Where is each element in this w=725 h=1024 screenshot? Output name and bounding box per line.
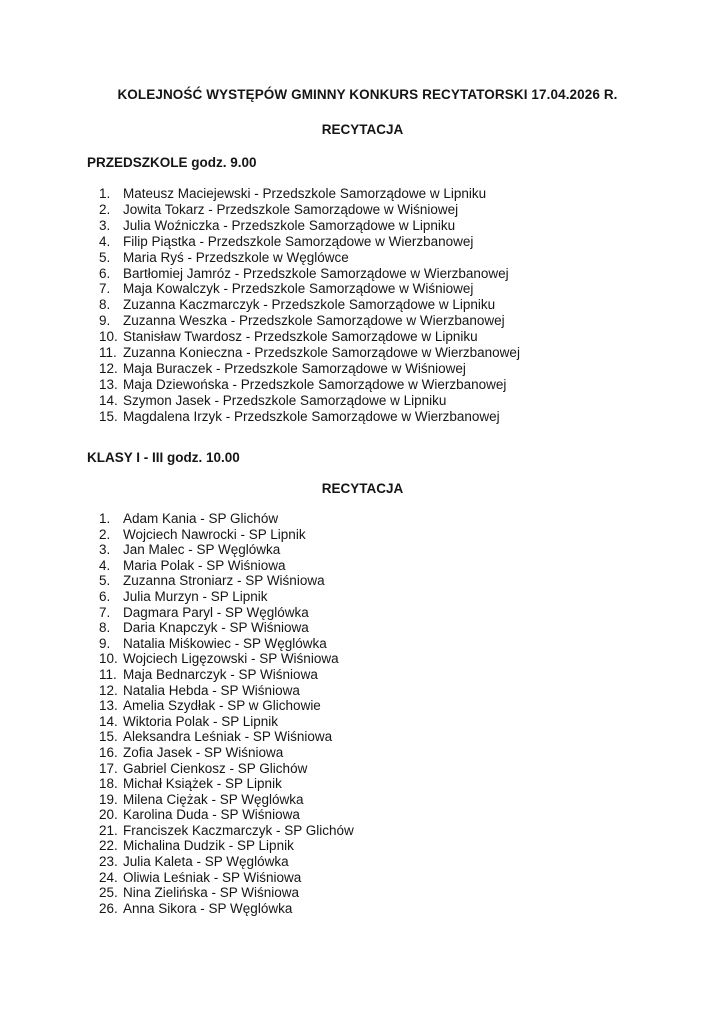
list-item-text: Szymon Jasek - Przedszkole Samorządowe w Lipniku — [123, 392, 447, 408]
list-item-number: 20. — [99, 807, 118, 823]
list-item-number: 9. — [99, 635, 111, 651]
list-item — [99, 361, 520, 377]
list-item-number: 12. — [99, 682, 118, 698]
list-item-number: 15. — [99, 408, 118, 424]
list-item-number: 25. — [99, 885, 118, 901]
list-item-number: 13. — [99, 698, 118, 714]
list-item-text: Maria Polak - SP Wiśniowa — [123, 557, 286, 573]
list-item-text: Maja Buraczek - Przedszkole Samorządowe w Wiśniowej — [123, 360, 466, 376]
list-item — [99, 605, 354, 621]
list-item — [99, 329, 520, 345]
list-item-number: 14. — [99, 713, 118, 729]
list-item-number: 9. — [99, 313, 111, 329]
list-item-number: 1. — [99, 511, 111, 526]
list-item-text: Filip Piąstka - Przedszkole Samorządowe w Wierzbanowej — [123, 233, 474, 249]
list-item — [99, 885, 354, 901]
list-item-text: Stanisław Twardosz - Przedszkole Samorządowe w Lipniku — [123, 329, 478, 345]
list-item-text: Gabriel Cienkosz - SP Glichów — [123, 760, 308, 776]
list-item-text: Natalia Miśkowiec - SP Węglówka — [123, 635, 327, 651]
list-item-number: 18. — [99, 776, 118, 792]
list-item — [99, 651, 354, 667]
list-item — [99, 698, 354, 714]
list-item — [99, 745, 354, 761]
list-item — [99, 409, 520, 425]
list-item-number: 13. — [99, 376, 118, 392]
list-item-text: Milena Ciężak - SP Węglówka — [123, 791, 304, 807]
list-item-text: Zuzanna Weszka - Przedszkole Samorządowe w Wierzbanowej — [123, 313, 505, 329]
document-title: KOLEJNOŚĆ WYSTĘPÓW GMINNY KONKURS RECYTATORSKI 17.04.2026 R. — [117, 87, 618, 102]
list-item — [99, 511, 354, 527]
list-item-text: Oliwia Leśniak - SP Wiśniowa — [123, 869, 302, 885]
list-item-text: Zofia Jasek - SP Wiśniowa — [123, 744, 284, 760]
list-item-number: 2. — [99, 526, 111, 542]
list-item — [99, 729, 354, 745]
list-item — [99, 297, 520, 313]
list-item-text: Julia Murzyn - SP Lipnik — [123, 588, 268, 604]
list-item-number: 17. — [99, 760, 118, 776]
list-item-number: 4. — [99, 557, 111, 573]
list-item-text: Daria Knapczyk - SP Wiśniowa — [123, 620, 309, 636]
list-item-number: 24. — [99, 869, 118, 885]
list-item-text: Karolina Duda - SP Wiśniowa — [123, 807, 300, 823]
list-item-number: 19. — [99, 791, 118, 807]
list-item — [99, 266, 520, 282]
list-item — [99, 636, 354, 652]
list-item — [99, 377, 520, 393]
list-item-text: Dagmara Paryl - SP Węglówka — [123, 604, 309, 620]
list-item-number: 1. — [99, 186, 111, 201]
list-item-number: 11. — [99, 345, 117, 361]
list-item — [99, 218, 520, 234]
preschool-section-heading: PRZEDSZKOLE godz. 9.00 — [87, 155, 257, 170]
list-item-text: Jowita Tokarz - Przedszkole Samorządowe w Wiśniowej — [123, 201, 459, 217]
list-item-text: Maja Dziewońska - Przedszkole Samorządowe w Wierzbanowej — [123, 376, 507, 392]
list-item-text: Michał Książek - SP Lipnik — [123, 776, 282, 792]
list-item — [99, 807, 354, 823]
list-item-number: 6. — [99, 265, 111, 281]
list-item-text: Bartłomiej Jamróz - Przedszkole Samorządowe w Wierzbanowej — [123, 265, 509, 281]
list-item — [99, 761, 354, 777]
list-item-text: Zuzanna Kaczmarczyk - Przedszkole Samorządowe w Lipniku — [123, 297, 496, 313]
list-item-number: 15. — [99, 729, 118, 745]
list-item-text: Natalia Hebda - SP Wiśniowa — [123, 682, 300, 698]
list-item-text: Aleksandra Leśniak - SP Wiśniowa — [123, 729, 333, 745]
list-item-number: 4. — [99, 233, 111, 249]
list-item-text: Franciszek Kaczmarczyk - SP Glichów — [123, 822, 354, 838]
list-item-text: Maja Bednarczyk - SP Wiśniowa — [123, 666, 318, 682]
list-item — [99, 393, 520, 409]
list-item-text: Amelia Szydłak - SP w Glichowie — [123, 698, 321, 714]
list-item — [99, 823, 354, 839]
list-item-text: Julia Kaleta - SP Węglówka — [123, 854, 289, 870]
list-item-text: Nina Zielińska - SP Wiśniowa — [123, 885, 300, 901]
list-item-number: 5. — [99, 573, 111, 589]
list-item — [99, 683, 354, 699]
list-item-number: 7. — [99, 281, 111, 297]
list-item — [99, 345, 520, 361]
grades-1-3-section-heading: KLASY I - III godz. 10.00 — [87, 450, 240, 465]
list-item-number: 21. — [99, 822, 118, 838]
list-item-number: 10. — [99, 329, 118, 345]
list-item-number: 16. — [99, 744, 118, 760]
list-item-number: 23. — [99, 854, 118, 870]
list-item — [99, 313, 520, 329]
list-item — [99, 589, 354, 605]
preschool-performance-list — [99, 186, 520, 425]
list-item — [99, 202, 520, 218]
list-item-text: Michalina Dudzik - SP Lipnik — [123, 838, 294, 854]
list-item — [99, 901, 354, 917]
list-item-text: Mateusz Maciejewski - Przedszkole Samorządowe w Lipniku — [123, 186, 487, 201]
grades-1-3-performance-list — [99, 511, 354, 916]
list-item — [99, 776, 354, 792]
list-item — [99, 281, 520, 297]
list-item — [99, 234, 520, 250]
list-item-number: 8. — [99, 297, 111, 313]
list-item-number: 6. — [99, 588, 111, 604]
list-item — [99, 558, 354, 574]
list-item-text: Maja Kowalczyk - Przedszkole Samorządowe w Wiśniowej — [123, 281, 474, 297]
list-item-number: 5. — [99, 249, 111, 265]
list-item-text: Wojciech Ligęzowski - SP Wiśniowa — [123, 651, 339, 667]
list-item-number: 3. — [99, 217, 111, 233]
list-item — [99, 854, 354, 870]
list-item-text: Wojciech Nawrocki - SP Lipnik — [123, 526, 306, 542]
list-item — [99, 573, 354, 589]
list-item-text: Anna Sikora - SP Węglówka — [123, 900, 293, 916]
list-item-number: 11. — [99, 666, 117, 682]
list-item-number: 26. — [99, 900, 118, 916]
list-item-number: 8. — [99, 620, 111, 636]
list-item-text: Magdalena Irzyk - Przedszkole Samorządowe w Wierzbanowej — [123, 408, 500, 424]
list-item — [99, 838, 354, 854]
list-item — [99, 792, 354, 808]
list-item — [99, 250, 520, 266]
list-item-number: 7. — [99, 604, 111, 620]
list-item-text: Zuzanna Konieczna - Przedszkole Samorządowe w Wierzbanowej — [123, 345, 520, 361]
list-item-text: Julia Woźniczka - Przedszkole Samorządowe w Lipniku — [123, 217, 456, 233]
list-item-text: Zuzanna Stroniarz - SP Wiśniowa — [123, 573, 325, 589]
list-item-number: 12. — [99, 360, 118, 376]
list-item-text: Jan Malec - SP Węglówka — [123, 542, 281, 558]
list-item — [99, 542, 354, 558]
list-item — [99, 620, 354, 636]
list-item — [99, 714, 354, 730]
list-item — [99, 186, 520, 202]
grades-1-3-category-heading: RECYTACJA — [321, 481, 404, 496]
list-item-number: 14. — [99, 392, 118, 408]
list-item — [99, 870, 354, 886]
preschool-category-heading: RECYTACJA — [321, 122, 404, 137]
list-item — [99, 667, 354, 683]
list-item-text: Wiktoria Polak - SP Lipnik — [123, 713, 279, 729]
list-item-number: 22. — [99, 838, 118, 854]
list-item-text: Adam Kania - SP Glichów — [123, 511, 279, 526]
list-item — [99, 527, 354, 543]
list-item-text: Maria Ryś - Przedszkole w Węglówce — [123, 249, 349, 265]
list-item-number: 10. — [99, 651, 118, 667]
list-item-number: 2. — [99, 201, 111, 217]
list-item-number: 3. — [99, 542, 111, 558]
